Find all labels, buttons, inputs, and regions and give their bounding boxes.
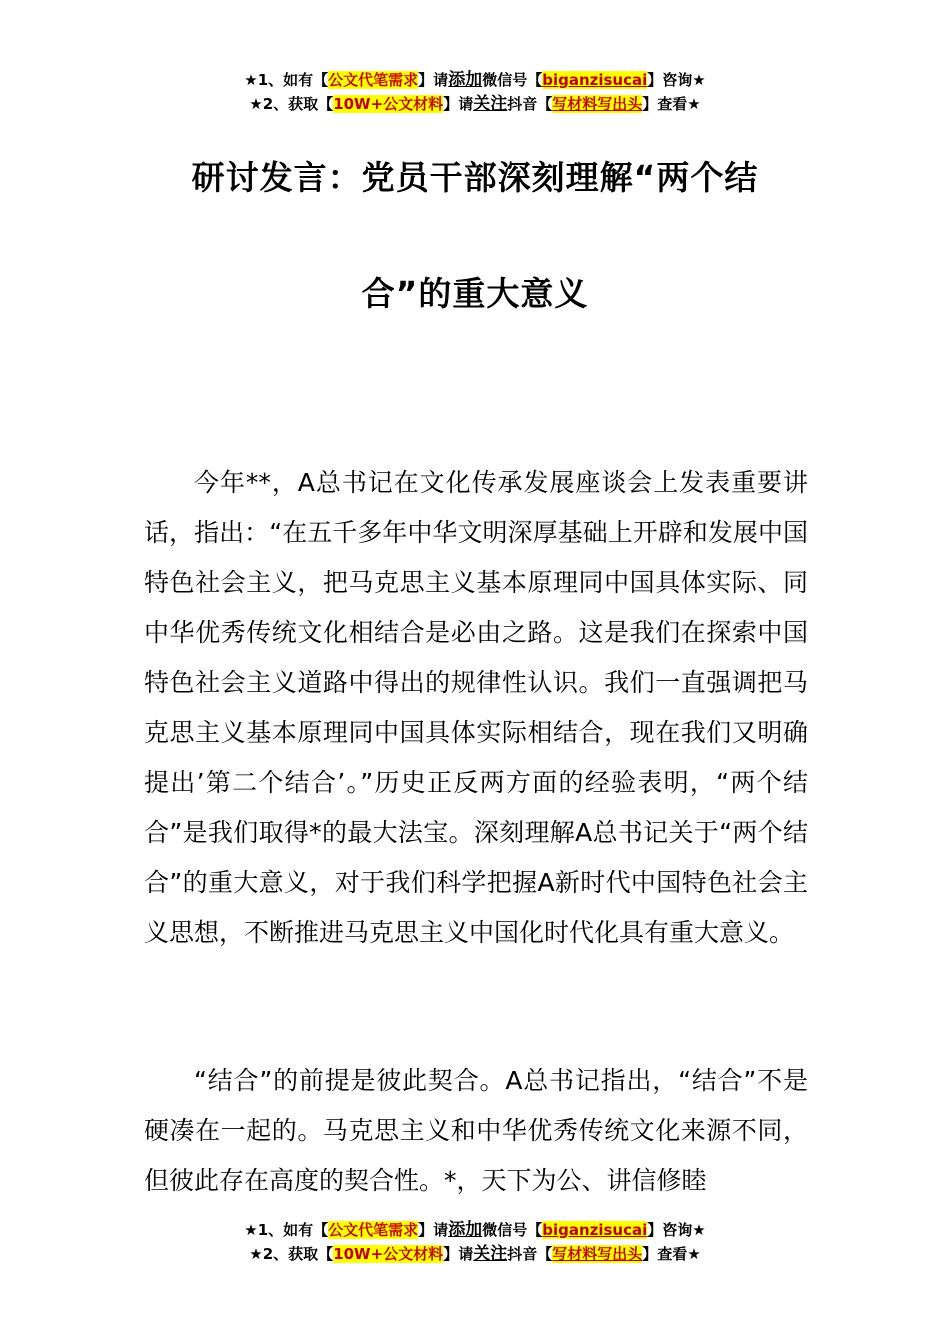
banner-wechat-id: biganzisucai <box>542 1221 648 1239</box>
banner-emphasis: 关注 <box>473 94 508 114</box>
banner-text: 抖音【 <box>507 1245 553 1263</box>
banner-text: 】请 <box>418 1221 449 1239</box>
header-banner <box>0 68 950 116</box>
body-paragraph-2: “结合”的前提是彼此契合。A总书记指出，“结合”不是硬凑在一起的。马克思主义和中华优秀传统文化来源不同，但彼此存在高度的契合性。*，天下为公、讲信修睦 <box>144 1066 808 1195</box>
banner-highlight: 公文代笔需求 <box>328 71 419 89</box>
banner-text: ★1、如有【 <box>244 71 329 89</box>
banner-text: 】查看★ <box>642 1245 701 1263</box>
banner-emphasis: 添加 <box>448 70 483 90</box>
banner-text: 】请 <box>443 1245 474 1263</box>
banner-text: 】咨询★ <box>647 71 706 89</box>
banner-douyin-id: 写材料写出头 <box>552 1245 643 1263</box>
banner-text: 】查看★ <box>642 95 701 113</box>
banner-line-2 <box>0 92 950 116</box>
banner-text: ★2、获取【 <box>249 1245 334 1263</box>
banner-text: 】咨询★ <box>647 1221 706 1239</box>
footer-banner <box>0 1218 950 1266</box>
banner-text: 微信号【 <box>482 1221 543 1239</box>
banner-line-2 <box>0 1242 950 1266</box>
banner-highlight: 公文代笔需求 <box>328 1221 419 1239</box>
banner-text: ★2、获取【 <box>249 95 334 113</box>
banner-line-1 <box>0 68 950 92</box>
banner-text: 微信号【 <box>482 71 543 89</box>
document-title-line-2: 合”的重大意义 <box>361 274 589 313</box>
body-paragraph-1: 今年**，A总书记在文化传承发展座谈会上发表重要讲话，指出：“在五千多年中华文明深厚基础上开辟和发展中国特色社会主义，把马克思主义基本原理同中国具体实际、同中华优秀传统文化相结合是必由之路。这是我们在探索中国特色社会主义道路中得出的规律性认识。我们一直强调把马克思主义基本原理同中国具体实际相结合，现在我们又明确提出’第二个结合’。”历史正反两方面的经验表明，“两个结合”是我们取得*的最大法宝。深刻理解A总书记关于“两个结合”的重大意义，对于我们科学把握A新时代中国特色社会主义思想，不断推进马克思主义中国化时代化具有重大意义。 <box>144 468 808 947</box>
banner-wechat-id: biganzisucai <box>542 71 648 89</box>
banner-text: 】请 <box>443 95 474 113</box>
banner-highlight: 10W+公文材料 <box>333 1245 444 1263</box>
banner-text: 】请 <box>418 71 449 89</box>
banner-emphasis: 添加 <box>448 1220 483 1240</box>
banner-line-1 <box>0 1218 950 1242</box>
banner-text: ★1、如有【 <box>244 1221 329 1239</box>
banner-highlight: 10W+公文材料 <box>333 95 444 113</box>
banner-emphasis: 关注 <box>473 1244 508 1264</box>
banner-text: 抖音【 <box>507 95 553 113</box>
banner-douyin-id: 写材料写出头 <box>552 95 643 113</box>
document-title-line-1: 研讨发言：党员干部深刻理解“两个结 <box>191 158 759 197</box>
